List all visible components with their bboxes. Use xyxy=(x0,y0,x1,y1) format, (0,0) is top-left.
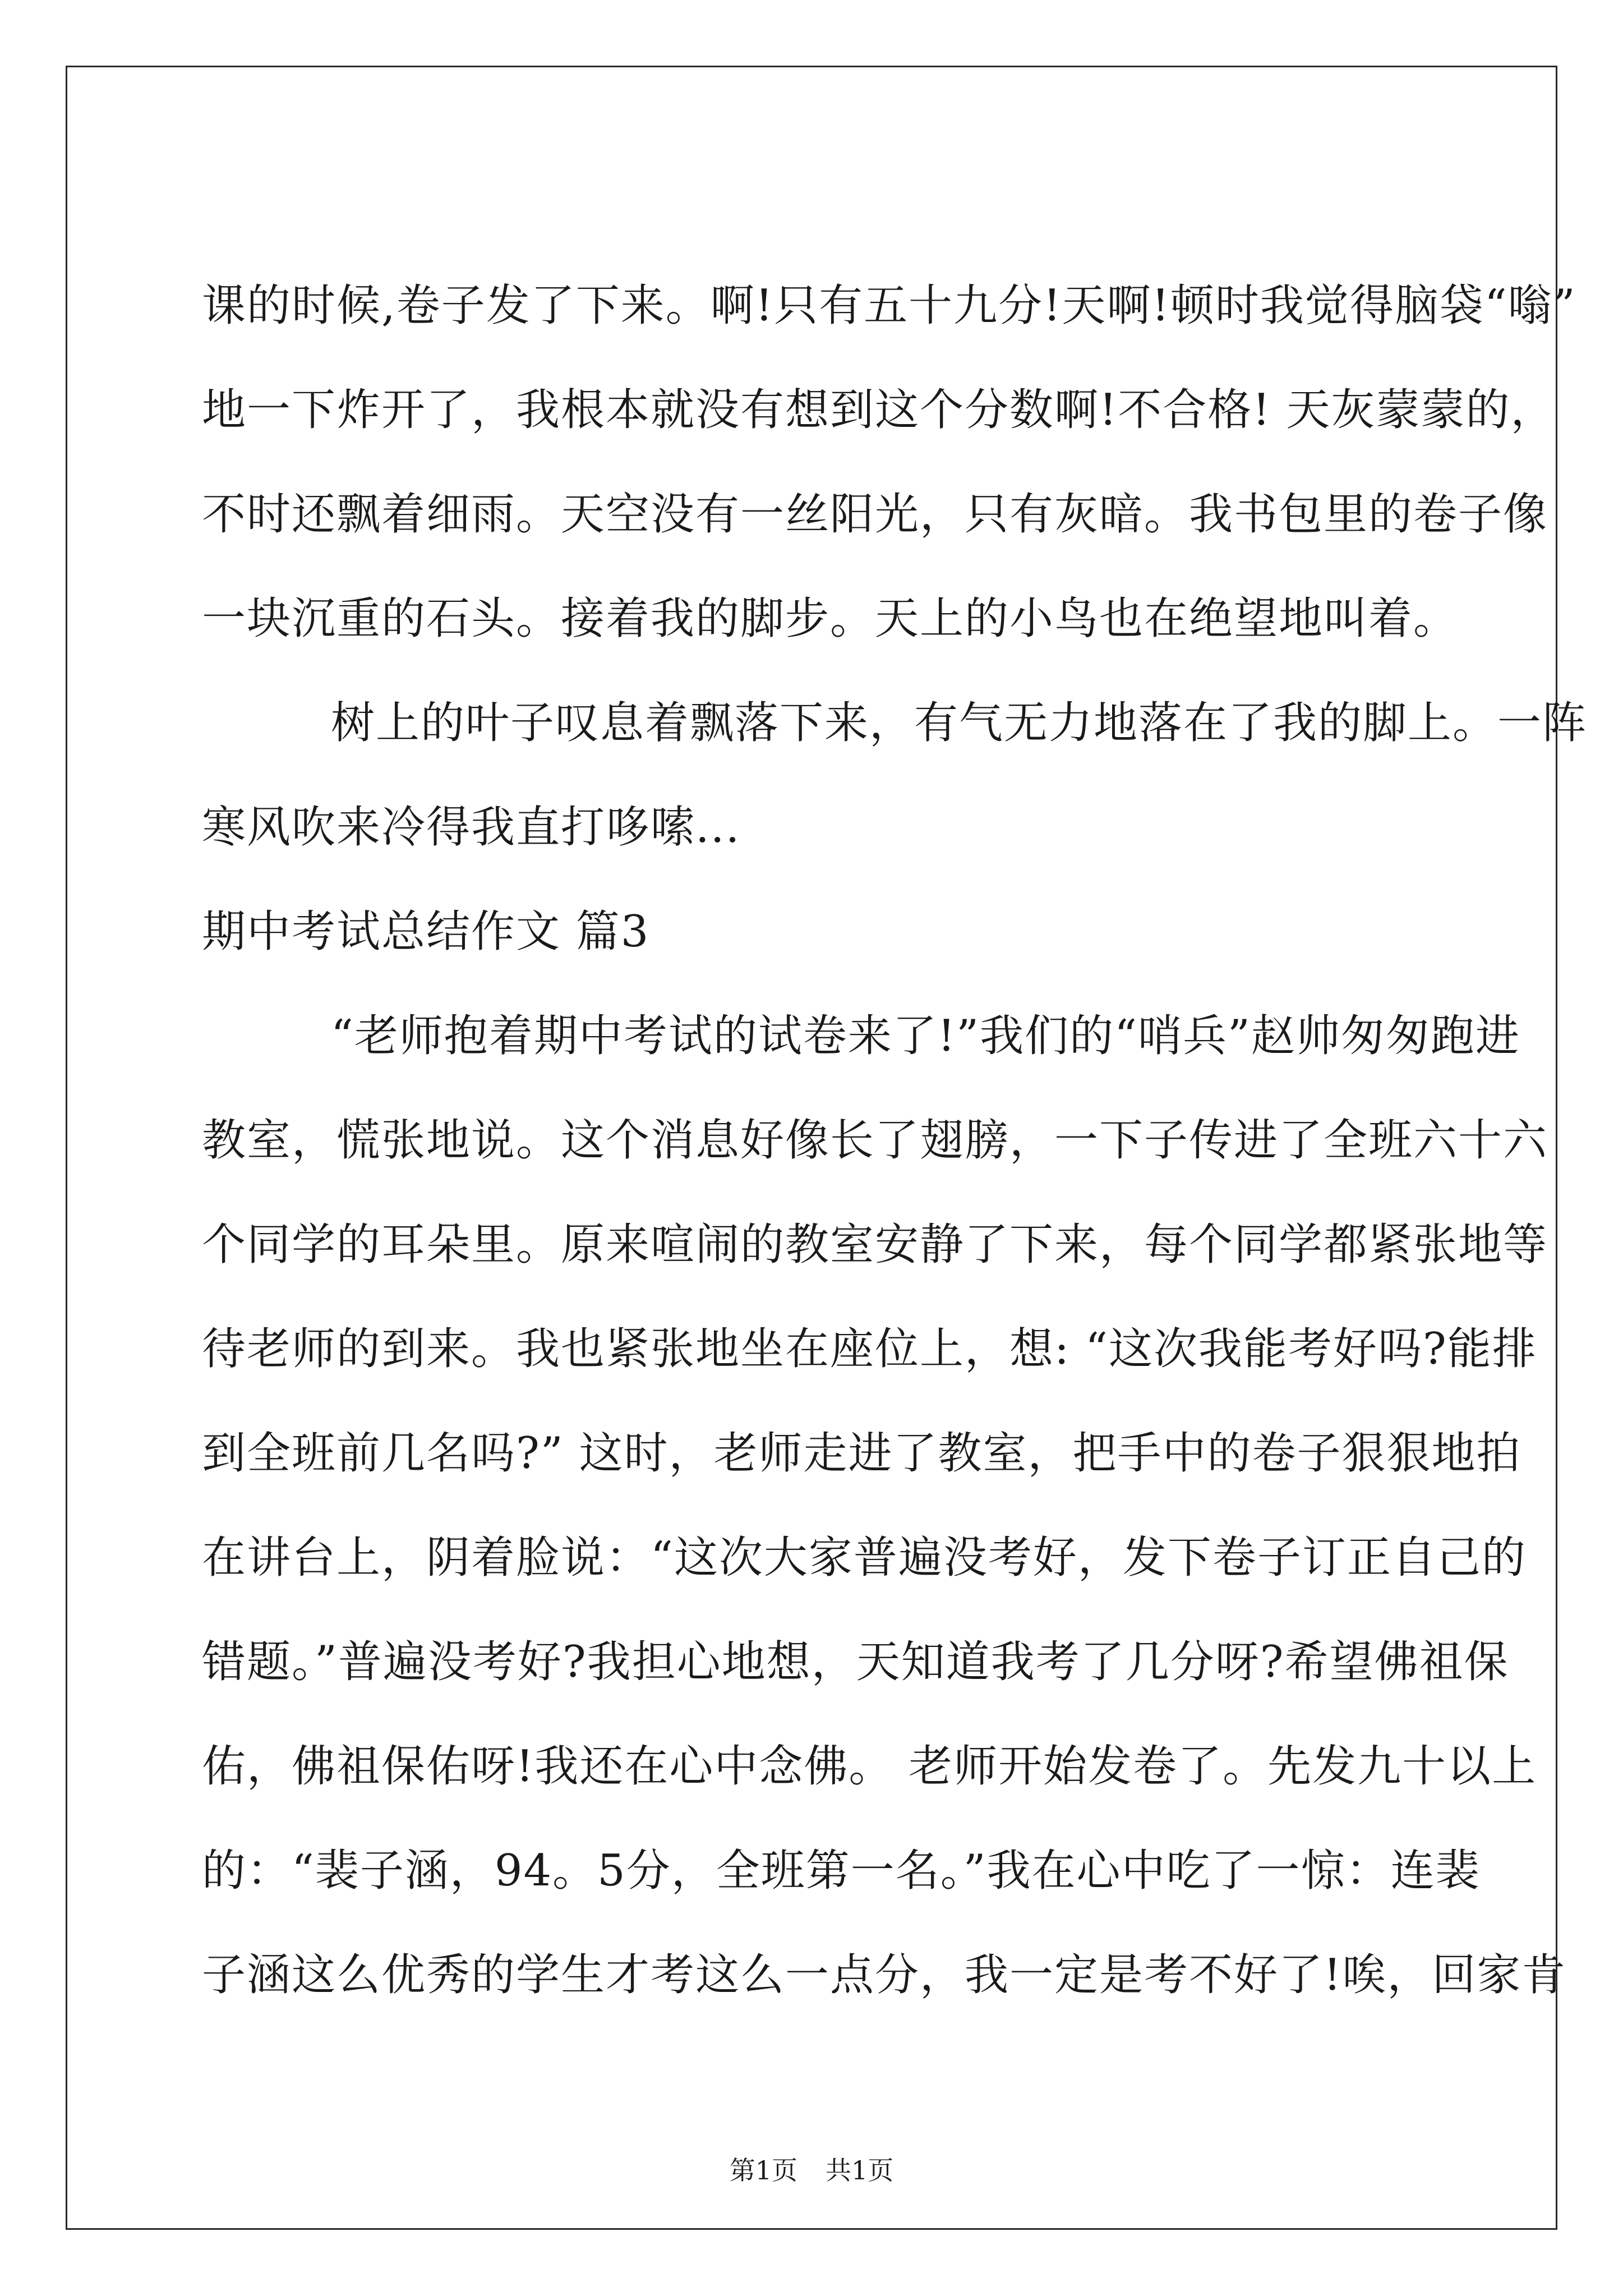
page-border xyxy=(66,66,1588,2230)
text-line: 教室，慌张地说。这个消息好像长了翅膀，一下子传进了全班六十六 xyxy=(202,1115,1548,1166)
text-line: 到全班前几名吗?” 这时，老师走进了教室，把手中的卷子狠狠地拍 xyxy=(202,1428,1521,1479)
text-line: 个同学的耳朵里。原来喧闹的教室安静了下来，每个同学都紧张地等 xyxy=(202,1220,1548,1270)
text-line: 子涵这么优秀的学生才考这么一点分，我一定是考不好了!唉，回家肯 xyxy=(202,1950,1567,2000)
text-line: 的：“裴子涵，94。5分，全班第一名。”我在心中吃了一惊：连裴 xyxy=(202,1846,1481,1896)
paragraph-start-line: “老师抱着期中考试的试卷来了!”我们的“哨兵”赵帅匆匆跑进 xyxy=(331,1011,1520,1061)
page-footer xyxy=(67,2155,1556,2186)
text-line: 不时还飘着细雨。天空没有一丝阳光，只有灰暗。我书包里的卷子像 xyxy=(202,489,1548,540)
section-heading: 期中考试总结作文 篇3 xyxy=(202,907,650,957)
text-line: 一块沉重的石头。接着我的脚步。天上的小鸟也在绝望地叫着。 xyxy=(202,593,1459,644)
text-line: 佑，佛祖保佑呀!我还在心中念佛。 老师开始发卷了。先发九十以上 xyxy=(202,1741,1537,1792)
page-total: 共1页 xyxy=(826,2155,894,2185)
text-line: 待老师的到来。我也紧张地坐在座位上，想: “这次我能考好吗?能排 xyxy=(202,1324,1537,1374)
document-body xyxy=(67,67,1588,2228)
text-line: 课的时候,卷子发了下来。啊!只有五十九分!天啊!顿时我觉得脑袋“嗡” xyxy=(202,280,1576,331)
text-line: 地一下炸开了，我根本就没有想到这个分数啊!不合格! 天灰蒙蒙的， xyxy=(202,385,1556,435)
paragraph-start-line: 树上的叶子叹息着飘落下来，有气无力地落在了我的脚上。一阵 xyxy=(331,698,1588,748)
text-line: 错题。”普遍没考好?我担心地想，天知道我考了几分呀?希望佛祖保 xyxy=(202,1637,1509,1687)
text-line: 在讲台上，阴着脸说：“这次大家普遍没考好，发下卷子订正自己的 xyxy=(202,1533,1527,1583)
page-number: 第1页 xyxy=(729,2155,797,2185)
text-line: 寒风吹来冷得我直打哆嗦... xyxy=(202,802,741,853)
